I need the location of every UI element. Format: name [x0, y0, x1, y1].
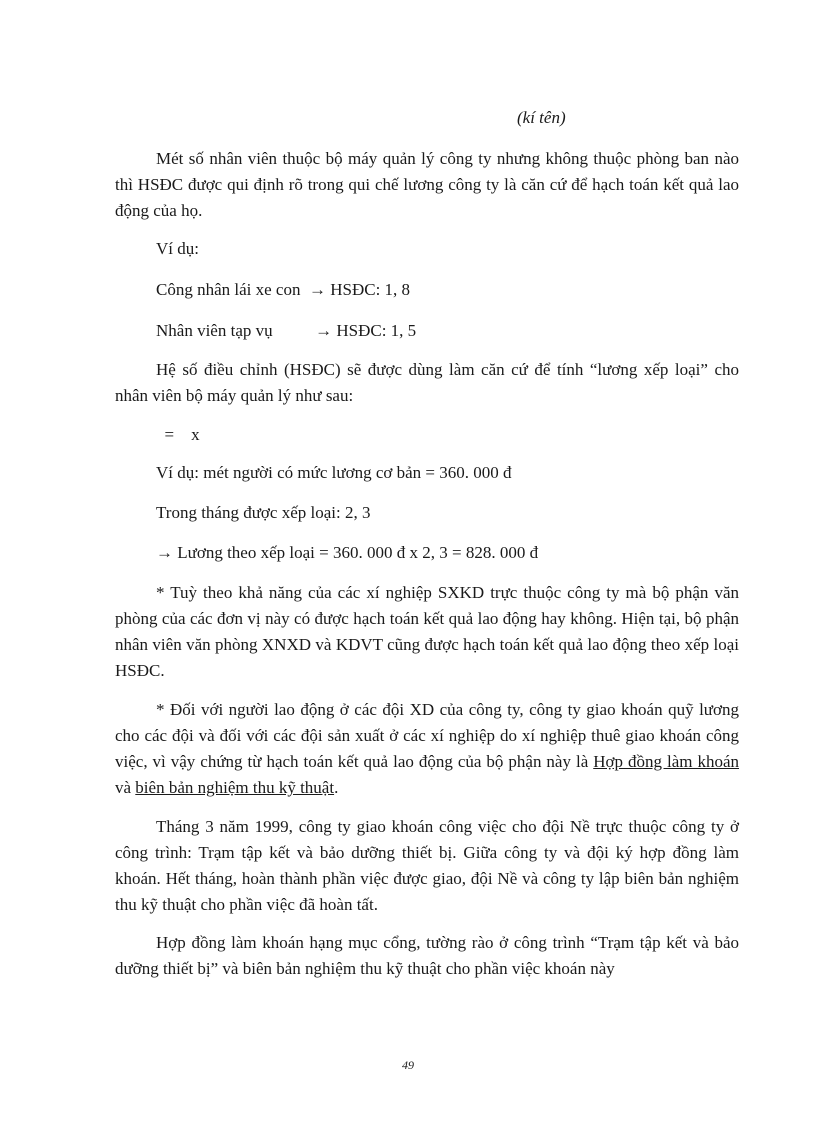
page-number: 49 [402, 1058, 414, 1072]
text-segment: và [115, 778, 136, 797]
paragraph-contract-gate-fence: Hợp đồng làm khoán hạng mục cổng, tường rào ở công trình “Trạm tập kết và bảo dưỡng thiết bị” và biên bản nghiệm thu kỹ thuật cho phần việc khoán này [115, 933, 739, 978]
signature-note: (kí tên) [517, 108, 566, 127]
example-base-salary: Ví dụ: mét người có mức lương cơ bản = 360. 000 đ [156, 463, 512, 482]
example-service-staff: Nhân viên tạp vụ → HSĐC: 1, 5 [156, 321, 417, 340]
text-segment: * Đối với người lao động ở các đội XD của công ty, công ty giao khoán quỹ lương cho các đội và đối với các đội sản xuất ở các xí nghiệp do xí nghiệp thuê giao khoán công việc, vì vậy chứng từ hạch toán kết quả lao động của bộ phận này là [115, 700, 739, 771]
contract-doc-reference: Hợp đồng làm khoán [593, 752, 740, 771]
paragraph-construction-teams [115, 697, 739, 801]
paragraph-enterprise-offices: * Tuỳ theo khả năng của các xí nghiệp SXKD trực thuộc công ty mà bộ phận văn phòng của các đơn vị này có được hạch toán kết quả lao động hay không. Hiện tại, bộ phận nhân viên văn phòng XNXD và KDVT cũng được hạch toán kết quả lao động theo xếp loại HSĐC. [115, 583, 739, 680]
example-label: Ví dụ: [156, 239, 199, 258]
example-rating: Trong tháng được xếp loại: 2, 3 [156, 503, 371, 522]
text-segment: . [334, 778, 339, 797]
example-driver: Công nhân lái xe con → HSĐC: 1, 8 [156, 280, 411, 299]
paragraph-hsdc-usage: Hệ số điều chỉnh (HSĐC) sẽ được dùng làm căn cứ để tính “lương xếp loại” cho nhân viên bộ máy quản lý như sau: [115, 360, 739, 405]
paragraph-march-1999: Tháng 3 năm 1999, công ty giao khoán công việc cho đội Nề trực thuộc công ty ở công trình: Trạm tập kết và bảo dưỡng thiết bị. Giữa công ty và đội ký hợp đồng làm khoán. Hết tháng, hoàn thành phần việc được giao, đội Nề và công ty lập biên bản nghiệm thu kỹ thuật cho phần việc đã hoàn tất. [115, 817, 739, 914]
example-result: → Lương theo xếp loại = 360. 000 đ x 2, 3 = 828. 000 đ [156, 543, 539, 562]
paragraph-hsdc-intro: Mét số nhân viên thuộc bộ máy quản lý công ty nhưng không thuộc phòng ban nào thì HSĐC được qui định rõ trong qui chế lương công ty là căn cứ để hạch toán kết quả lao động của họ. [115, 149, 739, 220]
formula-line: = x [156, 425, 200, 444]
acceptance-report-reference: biên bản nghiệm thu kỹ thuật [135, 778, 335, 797]
